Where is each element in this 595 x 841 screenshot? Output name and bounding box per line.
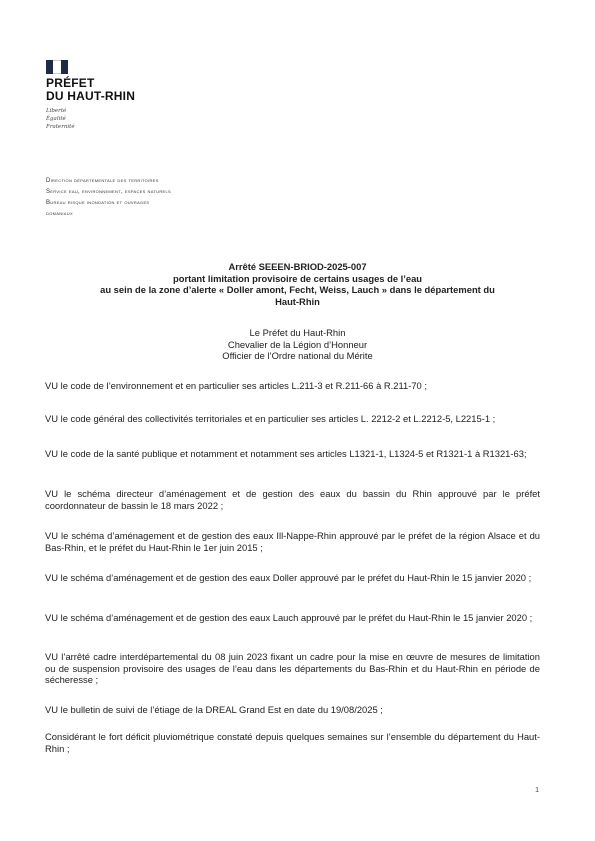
service-line-1: Direction départementale des territoires [46,178,159,184]
motto-egalite: Égalité [46,116,66,122]
paragraph-vu-sante-publique: VU le code de la santé publique et notamment et notamment ses articles L1321-1, L1324-5 et R1321-1 à R1321-63; [45,448,527,459]
service-line-3: Bureau risque inondation et ouvrages [46,200,150,206]
decree-title-line-1: Arrêté SEEEN-BRIOD-2025-007 [228,261,367,272]
service-header [46,176,266,220]
authority-line-2: Chevalier de la Légion d’Honneur [227,338,368,350]
paragraph-considerant-deficit: Considérant le fort déficit pluviométrique constaté depuis quelques semaines sur l’ensemble du département du Haut-Rhin ; [45,731,540,754]
paragraph-vu-sage-lauch: VU le schéma d’aménagement et de gestion des eaux Lauch approuvé par le préfet du Haut-Rhin le 15 janvier 2020 ; [45,612,533,623]
service-line-2: Service eau, environnement, espaces naturels [46,189,172,195]
paragraph-vu-cgct: VU le code général des collectivités territoriales et en particulier ses articles L. 2212-2 et L.2212-5, L2215-1 ; [45,413,496,424]
logo-motto [46,107,166,131]
prefecture-logo [46,60,166,131]
authority-line-3: Officier de l’Ordre national du Mérite [222,350,373,361]
service-line-4: domaniaux [46,211,73,217]
motto-fraternite: Fraternité [46,124,75,130]
decree-title-line-2: portant limitation provisoire de certains usages de l’eau [172,272,423,284]
authority-block [44,327,551,362]
decree-title-line-4: Haut-Rhin [275,295,320,307]
paragraph-vu-code-environnement: VU le code de l’environnement et en particulier ses articles L.211-3 et R.211-66 à R.211-70 ; [45,380,427,391]
marianne-flag-icon [46,60,68,74]
paragraph-vu-sage-doller: VU le schéma d’aménagement et de gestion des eaux Doller approuvé par le préfet du Haut-Rhin le 15 janvier 2020 ; [45,572,532,583]
logo-title-line2: DU HAUT-RHIN [46,89,136,103]
paragraph-vu-sdage: VU le schéma directeur d’aménagement et de gestion des eaux du bassin du Rhin approuvé par le préfet coordonnateur de bassin le 18 mars 2022 ; [45,488,540,511]
decree-title [44,261,551,307]
authority-line-1: Le Préfet du Haut-Rhin [249,327,346,338]
decree-title-line-3: au sein de la zone d’alerte « Doller amont, Fecht, Weiss, Lauch » dans le département du [100,284,495,295]
logo-title-line1: PRÉFET [46,76,95,90]
page-number: 1 [535,787,539,794]
motto-liberte: Liberté [46,108,67,114]
paragraph-vu-bulletin-etiage: VU le bulletin de suivi de l’étiage de la DREAL Grand Est en date du 19/08/2025 ; [45,704,383,715]
paragraph-vu-arrete-cadre: VU l’arrêté cadre interdépartemental du 08 juin 2023 fixant un cadre pour la mise en œuvre de mesures de limitation ou de suspension provisoire des usages de l’eau dans les départements du Bas-Rhin et du Haut-Rhin en période de sécheresse ; [45,651,540,685]
paragraph-vu-sage-ill-nappe-rhin: VU le schéma d’aménagement et de gestion des eaux Ill-Nappe-Rhin approuvé par le préfet de la région Alsace et du Bas-Rhin, et le préfet du Haut-Rhin le 1er juin 2015 ; [45,530,540,553]
